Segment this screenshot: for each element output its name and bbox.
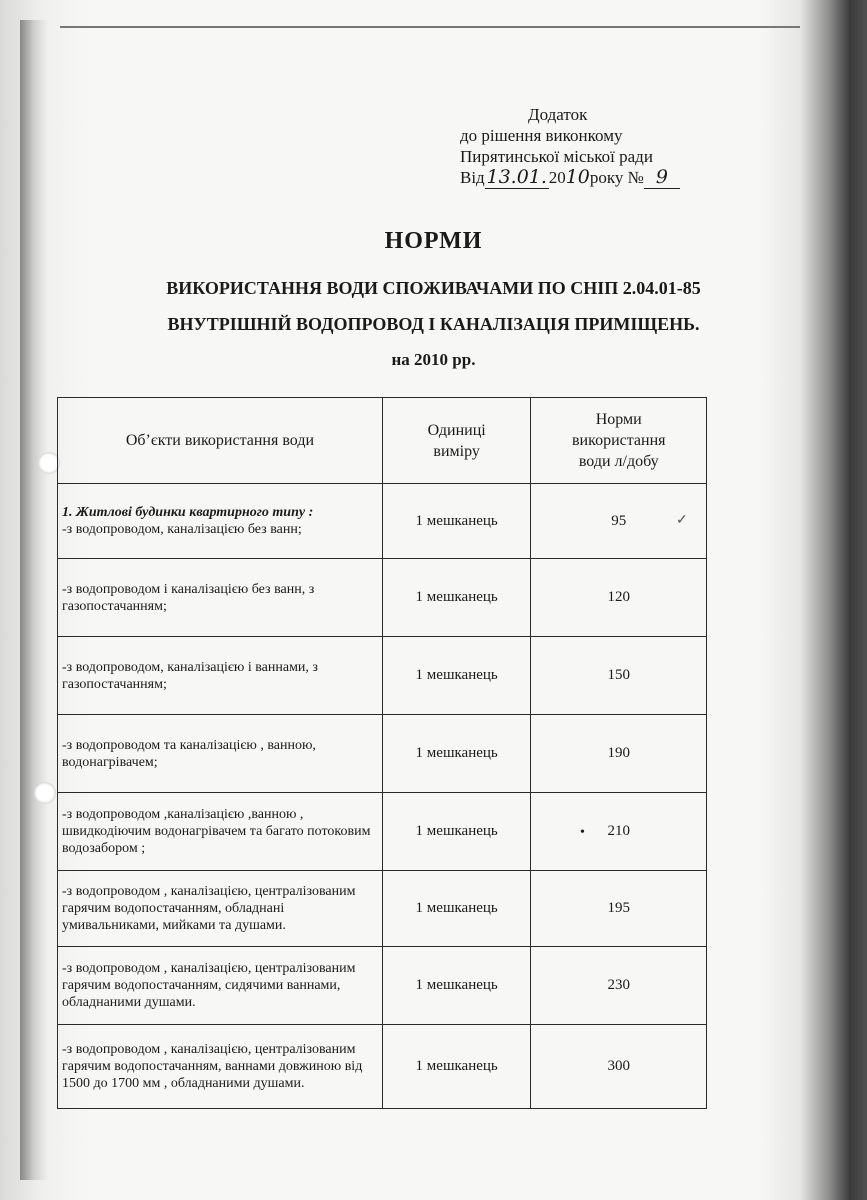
row-object: -з водопроводом ,каналізацією ,ванною , швидкодіючим водонагрівачем та багато потоковим водозабором ; — [58, 793, 383, 871]
row-object — [58, 484, 383, 559]
addendum-header — [460, 104, 720, 189]
scan-top-edge — [60, 26, 800, 28]
document-subtitle-1: ВИКОРИСТАННЯ ВОДИ СПОЖИВАЧАМИ ПО СНІП 2.04.01-85 — [166, 278, 701, 298]
row-norm: 150 — [531, 637, 707, 715]
row-object: -з водопроводом, каналізацією і ваннами, з газопостачанням; — [58, 637, 383, 715]
table-row — [58, 871, 707, 947]
table-row — [58, 947, 707, 1025]
row-unit: 1 мешканець — [382, 715, 531, 793]
header-norms — [531, 398, 707, 484]
scan-binding-shadow — [20, 20, 48, 1180]
row-unit: 1 мешканець — [382, 559, 531, 637]
date-prefix: Від — [460, 168, 485, 187]
header-norms-line3: води л/добу — [578, 453, 659, 470]
section-heading: 1. Житлові будинки квартирного типу : — [62, 505, 314, 520]
header-units-line2: виміру — [433, 442, 480, 460]
header-norms-line1: Норми — [595, 411, 642, 428]
header-units — [382, 398, 531, 484]
row-unit: 1 мешканець — [382, 793, 531, 871]
row-norm: 300 — [531, 1025, 707, 1109]
handwritten-date: 13.01. — [486, 166, 547, 188]
addendum-date-line — [460, 167, 720, 189]
document-period: на 2010 рр. — [391, 350, 476, 369]
document-subtitle-2: ВНУТРІШНІЙ ВОДОПРОВОД І КАНАЛІЗАЦІЯ ПРИМІЩЕНЬ. — [167, 314, 700, 334]
row-object: -з водопроводом та каналізацією , ванною, водонагрівачем; — [58, 715, 383, 793]
row-norm: 95 — [531, 484, 707, 559]
row-norm: 230 — [531, 947, 707, 1025]
row-object: -з водопроводом , каналізацією, централізованим гарячим водопостачанням, ваннами довжиною від 1500 до 1700 мм , обладнаними душами. — [58, 1025, 383, 1109]
row-object: -з водопроводом , каналізацією, централізованим гарячим водопостачанням, сидячими ваннами, обладнаними душами. — [58, 947, 383, 1025]
year-prefix: 20 — [548, 168, 566, 187]
table-row — [58, 793, 707, 871]
header-objects: Об’єкти використання води — [58, 398, 383, 484]
header-units-line1: Одиниці — [427, 421, 486, 439]
water-norms-table — [57, 397, 707, 1109]
row-object: -з водопроводом і каналізацією без ванн, з газопостачанням; — [58, 559, 383, 637]
row-norm: 190 — [531, 715, 707, 793]
scan-speck-icon: • — [580, 825, 585, 840]
row-object-text: -з водопроводом, каналізацією без ванн; — [62, 522, 302, 537]
row-norm: 120 — [531, 559, 707, 637]
year-suffix: року № — [589, 168, 644, 187]
table-row — [58, 1025, 707, 1109]
addendum-council: Пирятинської міської ради — [460, 147, 653, 166]
row-unit: 1 мешканець — [382, 637, 531, 715]
addendum-decision: до рішення виконкому — [460, 126, 623, 145]
handwritten-year: 10 — [565, 166, 590, 188]
table-row — [58, 715, 707, 793]
punch-hole-bottom — [34, 782, 56, 804]
row-unit: 1 мешканець — [382, 1025, 531, 1109]
table-row — [58, 637, 707, 715]
table-row — [58, 484, 707, 559]
row-unit: 1 мешканець — [382, 947, 531, 1025]
row-unit: 1 мешканець — [382, 871, 531, 947]
table-row — [58, 559, 707, 637]
header-norms-line2: використання — [571, 432, 666, 449]
check-mark-icon: ✓ — [676, 513, 688, 528]
addendum-label: Додаток — [528, 105, 588, 124]
table-header-row — [58, 398, 707, 484]
row-norm: 195 — [531, 871, 707, 947]
handwritten-number: 9 — [644, 167, 680, 189]
row-object: -з водопроводом , каналізацією, централізованим гарячим водопостачанням, обладнані умивальниками, мийками та душами. — [58, 871, 383, 947]
document-title: НОРМИ — [384, 228, 483, 254]
row-norm: 210 — [531, 793, 707, 871]
row-unit: 1 мешканець — [382, 484, 531, 559]
